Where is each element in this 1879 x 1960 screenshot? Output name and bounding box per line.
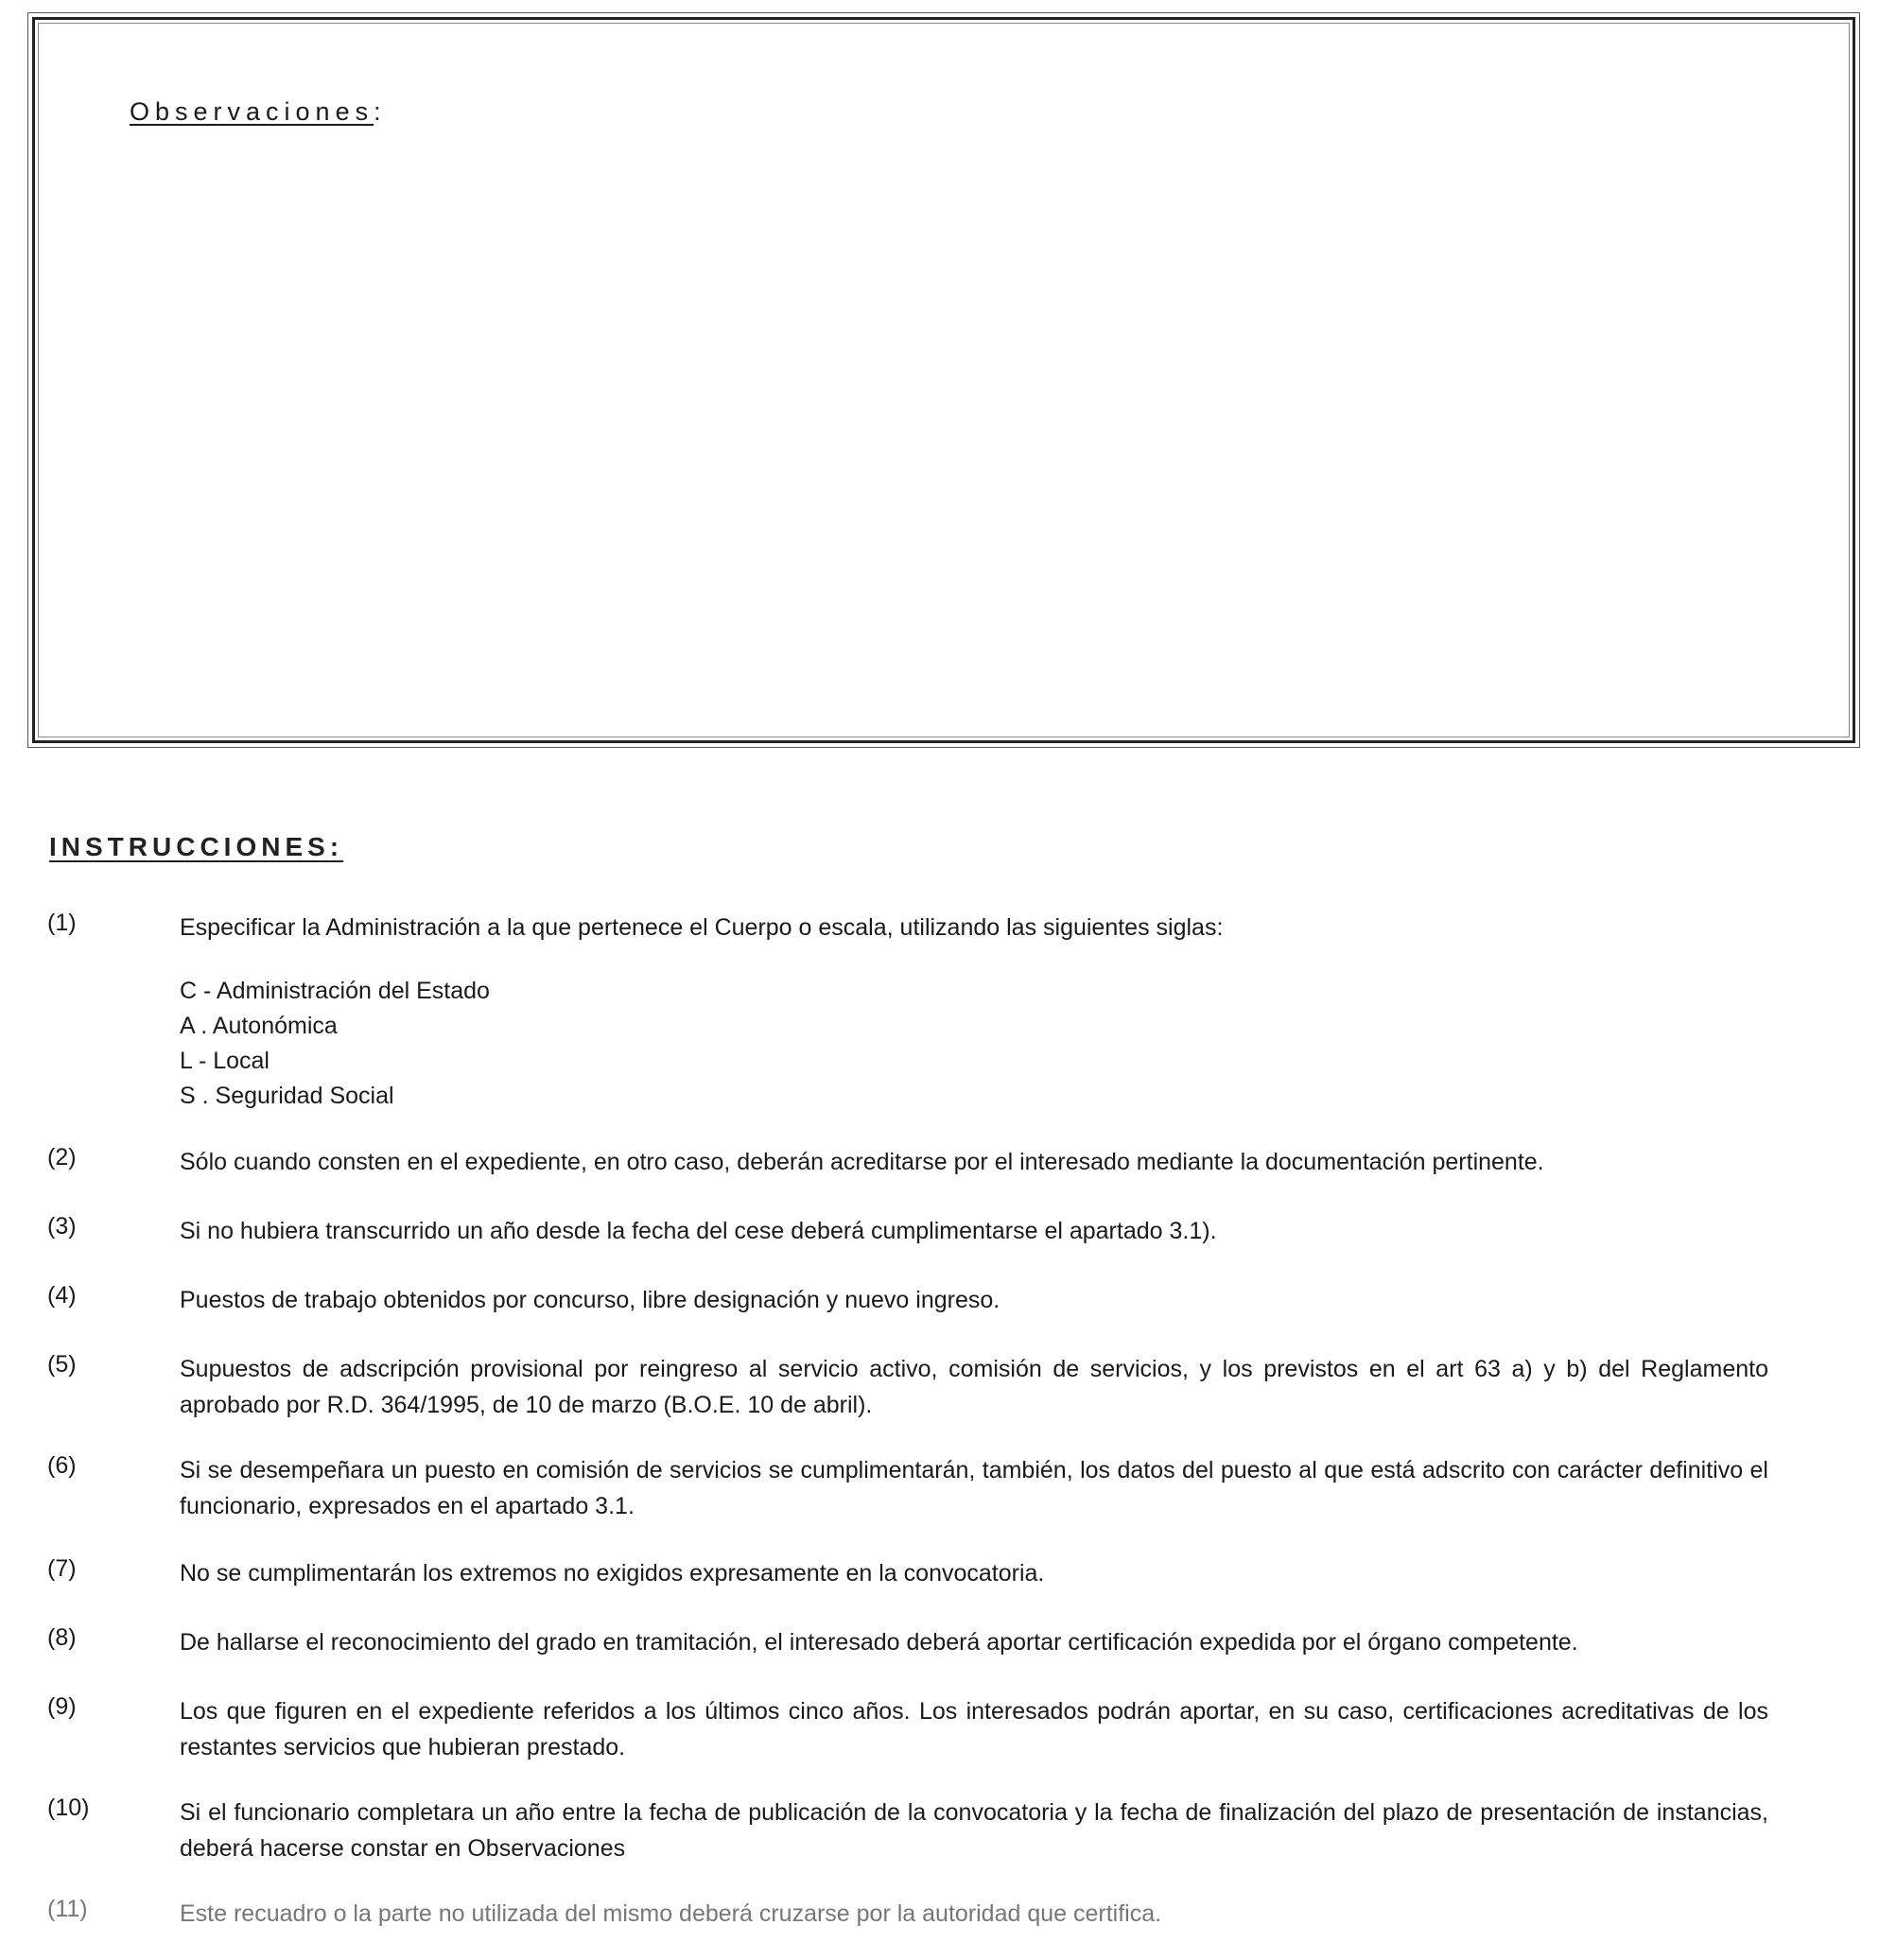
instruction-text: Si no hubiera transcurrido un año desde la fecha del cese deberá cumplimentarse el apartado 3.1). (180, 1218, 1217, 1244)
instruction-text: Especificar la Administración a la que pertenece el Cuerpo o escala, utilizando las siguientes siglas: (180, 914, 1224, 941)
instruction-number: (7) (47, 1555, 77, 1582)
instruction-number: (5) (47, 1351, 77, 1378)
sigla-label: Local (213, 1048, 270, 1074)
instruction-number: (6) (47, 1452, 77, 1479)
sigla-code: C (180, 978, 198, 1004)
instruction-number: (2) (47, 1144, 77, 1171)
observaciones-box-inner-border (38, 23, 1850, 737)
instruction-number: (9) (47, 1693, 77, 1720)
sigla-code: L (180, 1048, 192, 1074)
observaciones-label: Observaciones (130, 97, 374, 126)
sigla-separator: . (201, 1083, 209, 1109)
sigla-code: S (180, 1083, 196, 1109)
instruction-number: (1) (47, 910, 77, 936)
instruction-text: Puestos de trabajo obtenidos por concurso, libre designación y nuevo ingreso. (180, 1287, 1000, 1313)
sigla-item (180, 1079, 490, 1114)
sigla-item (180, 974, 490, 1009)
instruction-number: (11) (47, 1896, 88, 1922)
instruction-number: (3) (47, 1213, 77, 1240)
sigla-item (180, 1044, 490, 1079)
observaciones-box (32, 17, 1855, 743)
siglas-list (180, 974, 490, 1114)
sigla-label: Seguridad Social (215, 1083, 394, 1109)
instruction-number: (4) (47, 1282, 77, 1309)
instruction-text: Los que figuren en el expediente referidos a los últimos cinco años. Los interesados podrán aportar, en su caso, certificaciones acreditativas de los restantes servicios que hubieran prestado. (180, 1698, 1768, 1761)
instruction-text: No se cumplimentarán los extremos no exigidos expresamente en la convocatoria. (180, 1560, 1045, 1587)
instruction-text: Supuestos de adscripción provisional por reingreso al servicio activo, comisión de servicios, y los previstos en el art 63 a) y b) del Reglamento aprobado por R.D. 364/1995, de 10 de marzo (B.O.E. 10 de abril). (180, 1356, 1768, 1418)
sigla-item (180, 1009, 490, 1044)
sigla-separator: - (203, 978, 212, 1004)
instruction-number: (10) (47, 1795, 90, 1821)
instruction-text: Sólo cuando consten en el expediente, en otro caso, deberán acreditarse por el interesado mediante la documentación pertinente. (180, 1149, 1544, 1175)
sigla-code: A (180, 1013, 195, 1039)
instrucciones-heading: INSTRUCCIONES: (49, 832, 344, 861)
observaciones-colon: : (374, 97, 387, 126)
sigla-label: Autonómica (212, 1013, 338, 1039)
instruction-text: Si el funcionario completara un año entre la fecha de publicación de la convocatoria y la fecha de finalización del plazo de presentación de instancias, deberá hacerse constar en Observaciones (180, 1799, 1768, 1862)
sigla-separator: . (200, 1013, 208, 1039)
sigla-separator: - (198, 1048, 207, 1074)
instruction-text: De hallarse el reconocimiento del grado en tramitación, el interesado deberá aportar certificación expedida por el órgano competente. (180, 1629, 1578, 1656)
instruction-text: Este recuadro o la parte no utilizada del mismo deberá cruzarse por la autoridad que certifica. (180, 1900, 1162, 1927)
instruction-number: (8) (47, 1624, 77, 1651)
instruction-text: Si se desempeñara un puesto en comisión de servicios se cumplimentarán, también, los datos del puesto al que está adscrito con carácter definitivo el funcionario, expresados en el apartado 3.1. (180, 1457, 1768, 1519)
sigla-label: Administración del Estado (216, 978, 490, 1004)
observaciones-title (130, 97, 387, 127)
